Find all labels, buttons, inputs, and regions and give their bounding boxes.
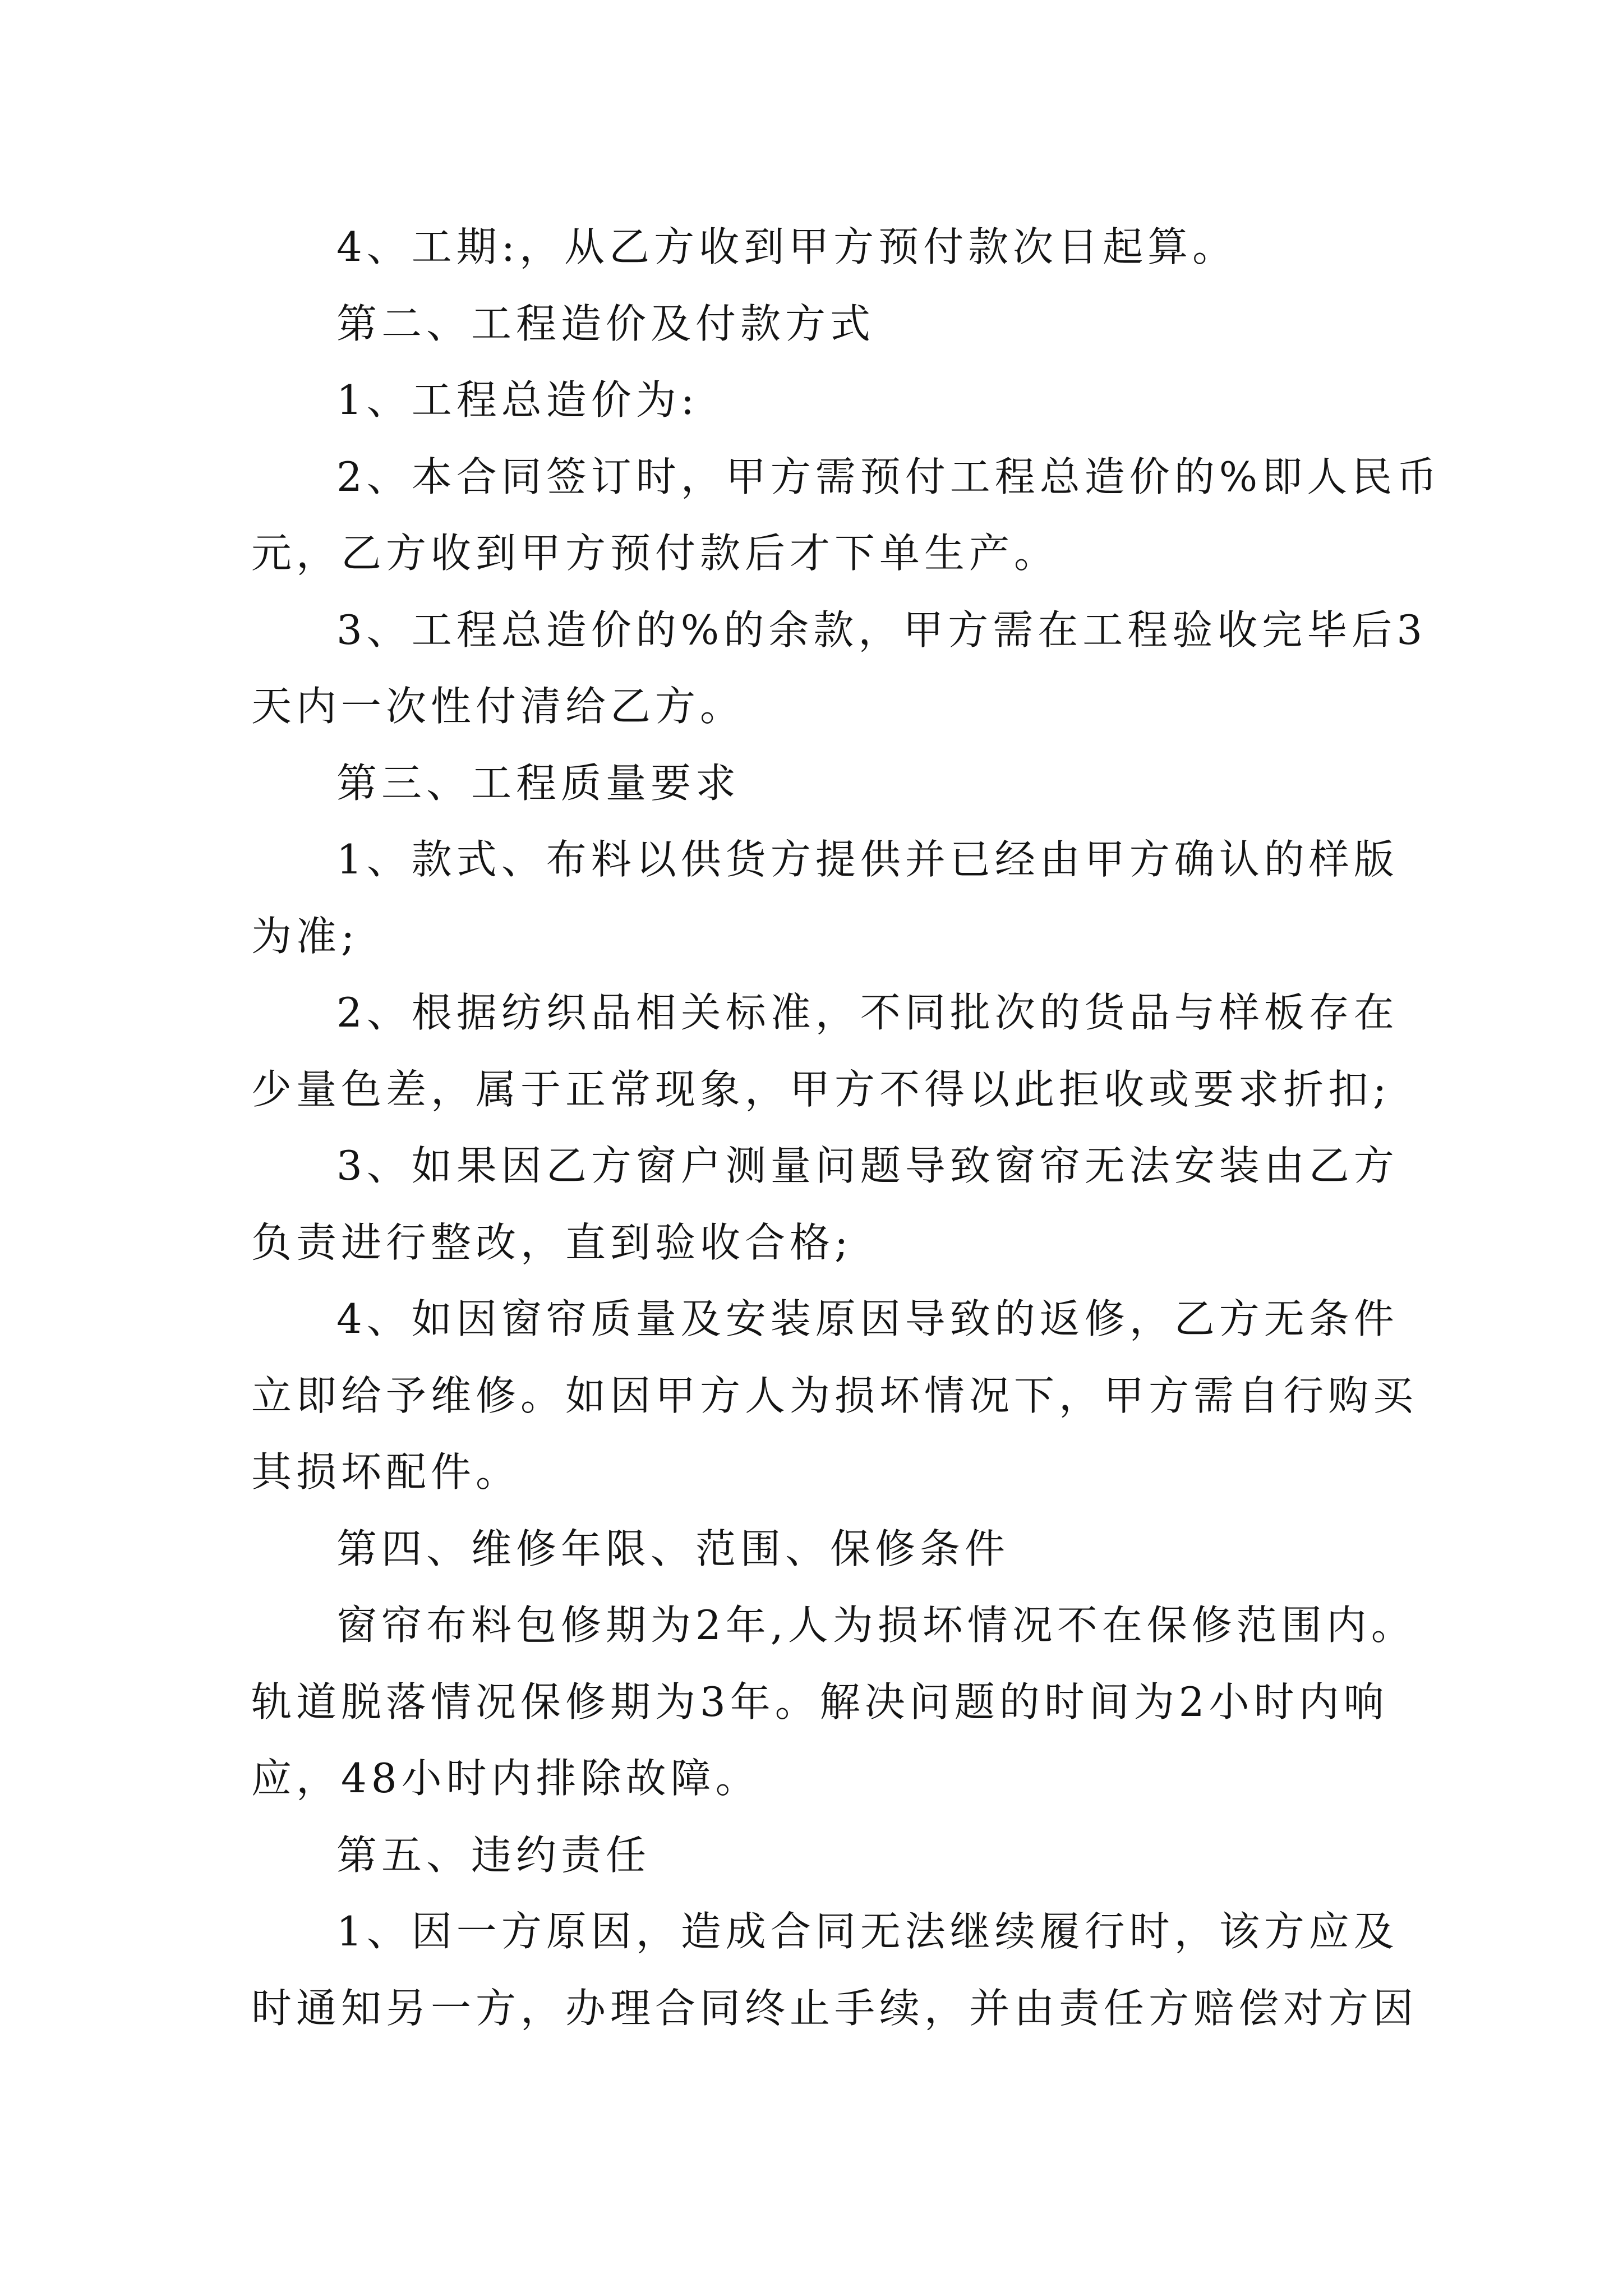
text-line: 第三、工程质量要求 (336, 759, 741, 807)
paragraph-measurement-issue (251, 1128, 1399, 1281)
section-heading-warranty (251, 1511, 1386, 1588)
paragraph-style-fabric (251, 821, 1399, 974)
section-heading-liability (251, 1817, 1386, 1894)
text-line: 时通知另一方，办理合同终止手续，并由责任方赔偿对方因 (251, 1984, 1418, 2032)
text-line: 4、如因窗帘质量及安装原因导致的返修，乙方无条件 (336, 1295, 1399, 1342)
paragraph-color-difference (251, 974, 1399, 1128)
text-line: 2、根据纺织品相关标准，不同批次的货品与样板存在 (336, 989, 1399, 1036)
text-line: 天内一次性付清给乙方。 (251, 683, 745, 730)
paragraph-prepayment (251, 439, 1442, 592)
text-line: 其损坏配件。 (251, 1448, 521, 1496)
paragraph-repair-terms (251, 1281, 1418, 1511)
text-line: 窗帘布料包修期为2年,人为损坏情况不在保修范围内。 (336, 1602, 1416, 1649)
paragraph-balance-payment (251, 592, 1427, 745)
section-heading-quality-requirements (251, 745, 1386, 822)
text-line: 4、工期:，从乙方收到甲方预付款次日起算。 (336, 223, 1238, 270)
paragraph-termination (251, 1893, 1418, 2046)
document-body (251, 209, 1442, 2046)
text-line: 3、如果因乙方窗户测量问题导致窗帘无法安装由乙方 (336, 1142, 1399, 1189)
paragraph-construction-period (251, 209, 1386, 286)
text-line: 为准; (251, 912, 359, 960)
text-line: 轨道脱落情况保修期为3年。解决问题的时间为2小时内响 (251, 1678, 1389, 1726)
text-line: 第二、工程造价及付款方式 (336, 300, 875, 347)
text-line: 1、款式、布料以供货方提供并已经由甲方确认的样版 (336, 836, 1399, 883)
section-heading-price-payment (251, 286, 1386, 362)
text-line: 立即给予维修。如因甲方人为损坏情况下，甲方需自行购买 (251, 1372, 1418, 1419)
paragraph-total-price (251, 362, 1386, 439)
text-line: 2、本合同签订时，甲方需预付工程总造价的%即人民币 (336, 453, 1442, 500)
text-line: 应，48小时内排除故障。 (251, 1755, 760, 1802)
text-line: 1、因一方原因，造成合同无法继续履行时，该方应及 (336, 1908, 1399, 1955)
text-line: 少量色差，属于正常现象，甲方不得以此拒收或要求折扣; (251, 1065, 1391, 1113)
paragraph-warranty-terms (251, 1587, 1416, 1817)
text-line: 1、工程总造价为: (336, 376, 699, 424)
text-line: 元，乙方收到甲方预付款后才下单生产。 (251, 530, 1059, 577)
text-line: 3、工程总造价的%的余款，甲方需在工程验收完毕后3 (336, 606, 1427, 654)
text-line: 第五、违约责任 (336, 1831, 651, 1879)
text-line: 负责进行整改，直到验收合格; (251, 1218, 853, 1266)
text-line: 第四、维修年限、范围、保修条件 (336, 1525, 1010, 1572)
